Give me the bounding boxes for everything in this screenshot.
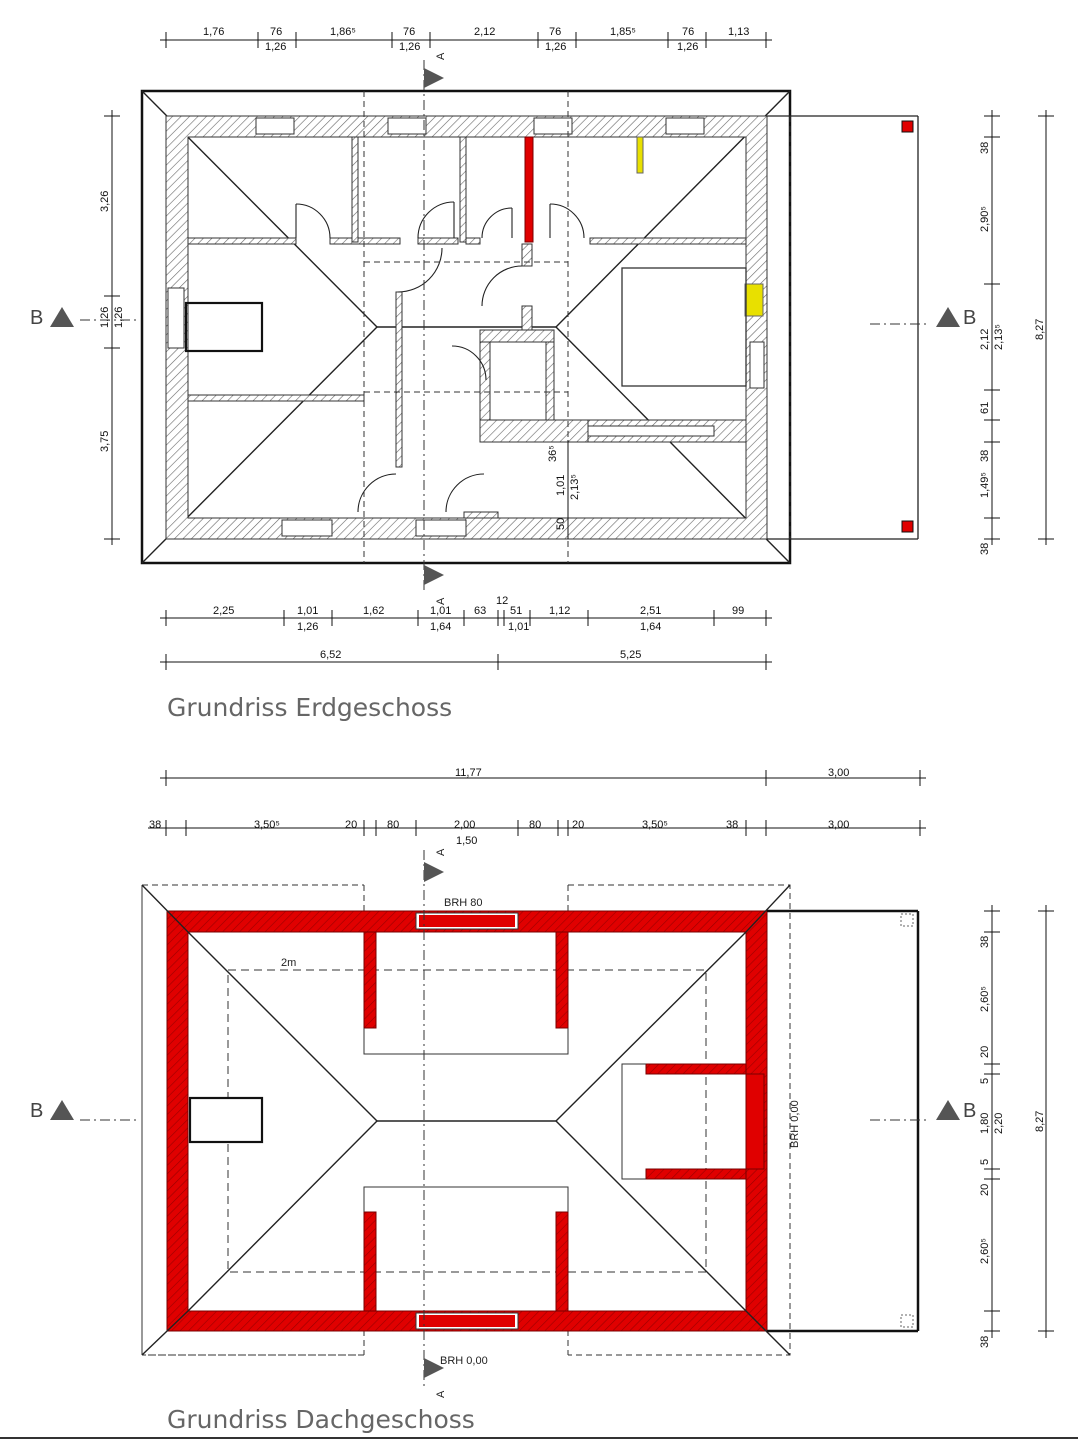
eg-stair-opening (186, 303, 262, 351)
eg-bottom-dimension-lines (160, 610, 772, 670)
dg-window-bottom-fill (419, 1315, 515, 1327)
eg-post-top (902, 121, 913, 132)
eg-bottom-sub-dim-2: 1,64 (430, 621, 452, 633)
dg-overall-dim-2: 3,00 (828, 767, 850, 779)
eg-top-dim-4: 76 (403, 26, 416, 38)
eg-bottom-dim-8: 2,51 (640, 605, 662, 617)
dg-right-dim-10: 38 (979, 1335, 991, 1348)
dg-section-a-top-label: A (435, 848, 447, 856)
bottom-rule (0, 1437, 1078, 1439)
eg-section-b-left-marker (50, 307, 74, 327)
eg-top-sub-dim-2: 1,26 (399, 41, 421, 53)
dg-post-top (901, 914, 913, 926)
eg-left-dim-4: 3,75 (99, 430, 111, 452)
dg-top-dim-5: 2,00 (454, 819, 476, 831)
eg-bottom-dim-5: 63 (474, 605, 487, 617)
dg-right-total-dim: 8,27 (1034, 1110, 1046, 1132)
eg-bottom-dim-extra: 12 (496, 595, 509, 607)
ground-floor-plan (30, 26, 1054, 722)
dg-section-b-right-label: B (963, 1100, 977, 1122)
dg-top-dim-3: 20 (345, 819, 358, 831)
eg-inner-dim-2: 1,01 (555, 474, 567, 496)
eg-bottom-dim-1: 2,25 (213, 605, 235, 617)
dg-right-dim-3: 20 (979, 1045, 991, 1058)
dg-overall-dim-1: 11,77 (455, 767, 482, 779)
dg-slope-label: 2m (281, 957, 297, 969)
dg-top-sub-dim: 1,50 (456, 835, 478, 847)
eg-bottom-dim-6: 51 (510, 605, 523, 617)
dg-brh-side-label: BRH 0,00 (789, 1100, 801, 1148)
eg-top-sub-dim-1: 1,26 (265, 41, 287, 53)
eg-section-a-top-label: A (435, 52, 447, 60)
dg-right-dim-1: 38 (979, 935, 991, 948)
dg-top-dim-9: 38 (726, 819, 739, 831)
eg-right-dim-1: 38 (979, 141, 991, 154)
eg-left-dim-1: 3,26 (99, 190, 111, 212)
eg-section-a-bottom-label: A (435, 597, 447, 605)
dg-top-dim-2: 3,50⁵ (254, 819, 280, 831)
eg-bottom-dim-3: 1,62 (363, 605, 385, 617)
eg-left-dim-2: 1,26 (99, 306, 111, 328)
eg-terrace (622, 116, 918, 539)
dg-stair-opening (190, 1098, 262, 1142)
dg-window-top-fill (419, 915, 515, 927)
dg-dormers (364, 1028, 646, 1212)
dg-section-b-left-label: B (30, 1100, 44, 1122)
dg-top-dim-7: 20 (572, 819, 585, 831)
eg-right-dim-8: 38 (979, 542, 991, 555)
dg-right-dim-9: 2,60⁵ (979, 1238, 991, 1264)
eg-top-dim-7: 1,85⁵ (610, 26, 636, 38)
eg-top-dim-3: 1,86⁵ (330, 26, 356, 38)
dg-top-dim-10: 3,00 (828, 819, 850, 831)
eg-doors (296, 202, 584, 512)
eg-bottom-sub-dim-4: 1,64 (640, 621, 662, 633)
eg-bottom-dim-2: 1,01 (297, 605, 319, 617)
eg-right-dim-2: 2,90⁵ (979, 206, 991, 232)
eg-right-dim-3: 2,12 (979, 328, 991, 350)
eg-right-total-dim: 8,27 (1034, 318, 1046, 340)
dg-section-a-top-marker (424, 862, 444, 882)
dg-top-dim-1: 38 (149, 819, 162, 831)
eg-bottom-dim-9: 99 (732, 605, 745, 617)
eg-right-dim-4: 2,13⁵ (993, 324, 1005, 350)
dg-right-dim-2: 2,60⁵ (979, 986, 991, 1012)
eg-post-bottom (902, 521, 913, 532)
eg-section-b-right-marker (936, 307, 960, 327)
eg-inner-dim-4: 50 (555, 517, 567, 530)
eg-bottom-sub-dim-1: 1,26 (297, 621, 319, 633)
dg-post-bottom (901, 1315, 913, 1327)
eg-inner-dim-3: 2,13⁵ (569, 474, 581, 500)
eg-right-dim-7: 1,49⁵ (979, 472, 991, 498)
dg-top-dim-8: 3,50⁵ (642, 819, 668, 831)
eg-top-dim-2: 76 (270, 26, 283, 38)
eg-top-dim-1: 1,76 (203, 26, 225, 38)
eg-right-dim-6: 38 (979, 449, 991, 462)
dg-section-b-right-marker (936, 1100, 960, 1120)
dg-section-a-bottom-label: A (435, 1390, 447, 1398)
dg-brh-bottom-label: BRH 0,00 (440, 1355, 488, 1367)
eg-left-dim-3: 1,26 (113, 306, 125, 328)
dg-right-dim-4: 5 (979, 1077, 991, 1084)
eg-top-dim-6: 76 (549, 26, 562, 38)
attic-plan (30, 767, 1054, 1434)
eg-yellow-wall (637, 137, 643, 173)
eg-section-b-right-label: B (963, 307, 977, 329)
ground-floor-title: Grundriss Erdgeschoss (167, 693, 453, 722)
dg-top-dim-4: 80 (387, 819, 400, 831)
eg-total-dim-1: 6,52 (320, 649, 342, 661)
dg-section-b-left-marker (50, 1100, 74, 1120)
eg-section-a-top-marker (424, 68, 444, 88)
eg-bottom-dim-7: 1,12 (549, 605, 571, 617)
eg-bottom-dim-4: 1,01 (430, 605, 452, 617)
eg-section-lines (80, 60, 930, 590)
eg-inner-dim-1: 36⁵ (547, 445, 559, 462)
eg-right-dim-5: 61 (979, 401, 991, 414)
dg-brh-top-label: BRH 80 (444, 897, 483, 909)
dg-top-dim-6: 80 (529, 819, 542, 831)
attic-title: Grundriss Dachgeschoss (167, 1405, 475, 1434)
eg-top-dim-5: 2,12 (474, 26, 496, 38)
eg-top-dim-9: 1,13 (728, 26, 750, 38)
dg-right-dim-7: 5 (979, 1158, 991, 1165)
eg-red-wall (525, 137, 533, 242)
eg-bottom-sub-dim-3: 1,01 (508, 621, 530, 633)
dg-right-dim-5: 1,80 (979, 1112, 991, 1134)
eg-top-sub-dim-3: 1,26 (545, 41, 567, 53)
eg-top-sub-dim-4: 1,26 (677, 41, 699, 53)
dg-right-dim-6: 2,20 (993, 1112, 1005, 1134)
dg-right-dim-8: 20 (979, 1183, 991, 1196)
eg-section-b-left-label: B (30, 307, 44, 329)
eg-yellow-chimney (745, 284, 763, 316)
eg-section-a-bottom-marker (424, 565, 444, 585)
eg-total-dim-2: 5,25 (620, 649, 642, 661)
eg-top-dim-8: 76 (682, 26, 695, 38)
